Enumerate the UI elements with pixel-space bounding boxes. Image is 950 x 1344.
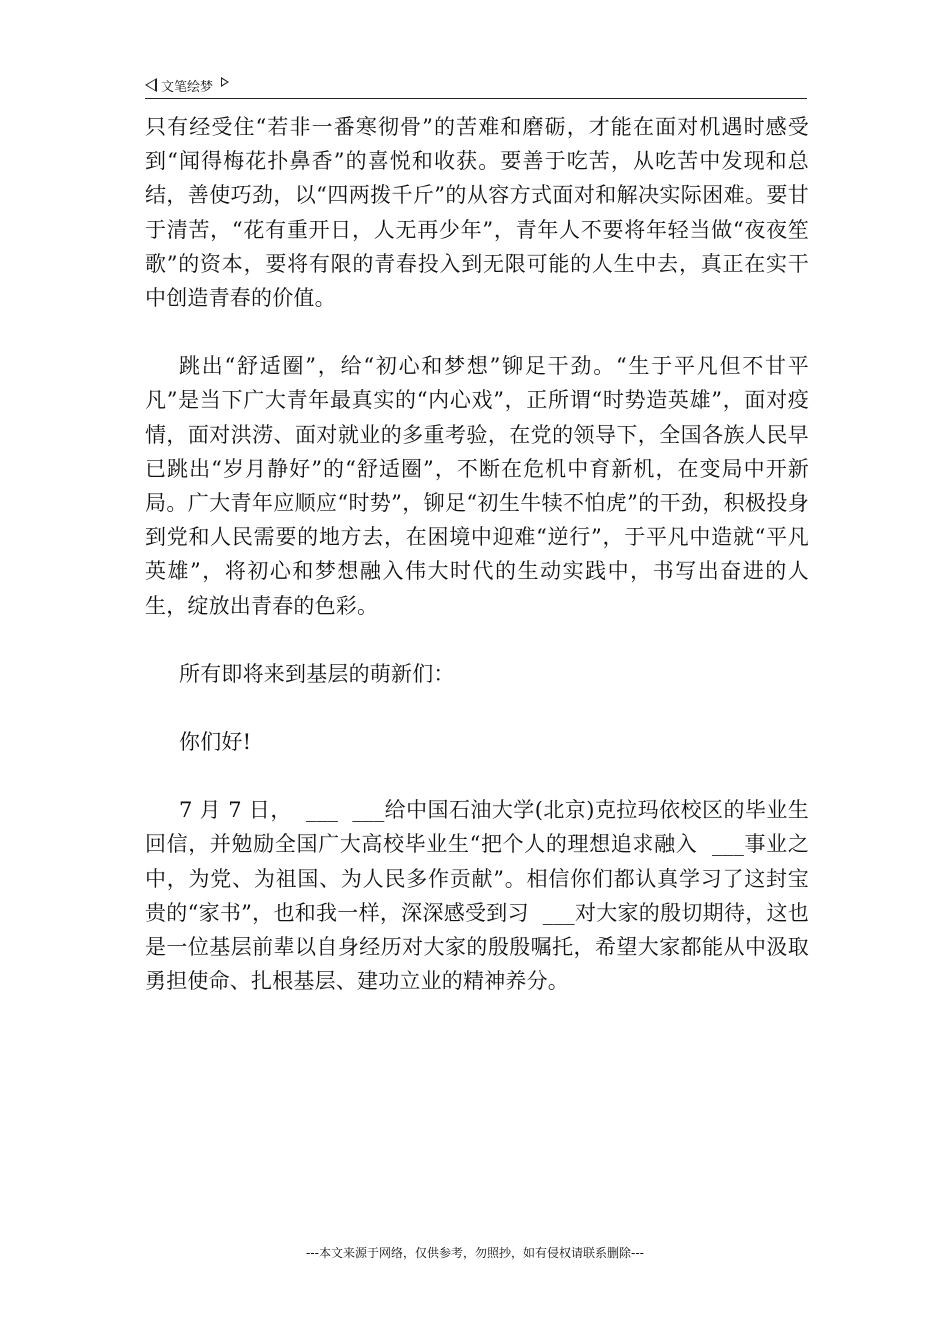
paragraph-gap <box>145 759 809 793</box>
footer-disclaimer: ---本文来源于网络，仅供参考，勿照抄，如有侵权请联系删除--- <box>306 1246 644 1260</box>
paragraph-3: 7 月 7 日， ___ ___给中国石油大学(北京)克拉玛依校区的毕业生回信，并勉励全国广大高校毕业生“把个人的理想追求融入 ___事业之中，为党、为祖国、为人民多作贡献”。相信你们都认真学习了这封宝贵的“家书”，也和我一样，深深感受到习 ___对大家的殷切期待，这也是一位基层前辈以自身经历对大家的殷殷嘱托，希望大家都能从中汲取勇担使命、扎根基层、建功立业的精神养分。 <box>145 798 809 994</box>
paragraph-1: 只有经受住“若非一番寒彻骨”的苦难和磨砺，才能在面对机遇时感受到“闻得梅花扑鼻香”的喜悦和收获。要善于吃苦，从吃苦中发现和总结，善使巧劲，以“四两拨千斤”的从容方式面对和解决实际困难。要甘于清苦，“花有重开日，人无再少年”，青年人不要将年轻当做“夜夜笙歌”的资本，要将有限的青春投入到无限可能的人生中去，真正在实干中创造青春的价值。 <box>145 115 809 311</box>
page-header <box>145 74 807 99</box>
document-body <box>145 110 809 998</box>
left-triangle-icon <box>145 78 157 92</box>
header-title: 文笔绘梦 <box>161 79 214 95</box>
salutation: 所有即将来到基层的萌新们： <box>179 661 455 686</box>
paragraph-gap <box>145 623 809 657</box>
paragraph-2: 跳出“舒适圈”，给“初心和梦想”铆足干劲。“生于平凡但不甘平凡”是当下广大青年最真实的“内心戏”，正所谓“时势造英雄”，面对疫情，面对洪涝、面对就业的多重考验，在党的领导下，全国各族人民早已跳出“岁月静好”的“舒适圈”，不断在危机中育新机，在变局中开新局。广大青年应顺应“时势”，铆足“初生牛犊不怕虎”的干劲，积极投身到党和人民需要的地方去，在困境中迎难“逆行”，于平凡中造就“平凡英雄”，将初心和梦想融入伟大时代的生动实践中，书写出奋进的人生，绽放出青春的色彩。 <box>145 354 809 618</box>
paragraph-gap <box>145 691 809 725</box>
right-triangle-icon <box>221 77 229 87</box>
greeting: 你们好! <box>179 730 252 755</box>
paragraph-gap <box>145 315 809 349</box>
header-inner <box>145 74 807 96</box>
